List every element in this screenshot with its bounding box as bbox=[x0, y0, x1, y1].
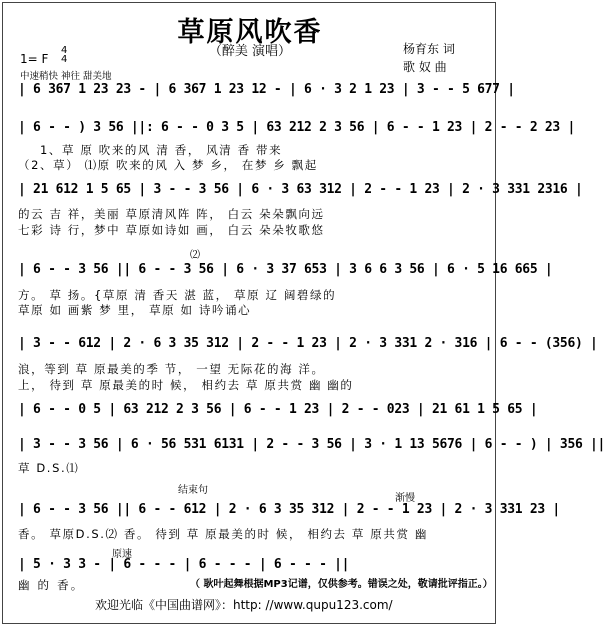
score-line-9: | 5 · 3 3 - | 6 - - - | 6 - - - | 6 - - - || bbox=[18, 557, 350, 572]
fine-marking: 结束句 bbox=[178, 485, 208, 496]
score-line-6: | 6 - - 0 5 | 63 212 2 3 56 | 6 - - 1 23 | 2 - - 023 | 21 61 1 5 65 | bbox=[18, 402, 538, 417]
score-line-5: | 3 - - 612 | 2 · 6 3 35 312 | 2 - - 1 23 | 2 · 3 331 2 · 316 | 6 - - (356) | bbox=[18, 336, 598, 351]
score-line-2: | 6 - - ) 3 56 ||: 6 - - 0 3 5 | 63 212 2 3 56 | 6 - - 1 23 | 2 - - 2 23 | bbox=[18, 120, 575, 135]
a-tempo-marking: 原速 bbox=[112, 549, 132, 560]
score-line-4: | 6 - - 3 56 || 6 - - 3 56 | 6 · 3 37 653 | 3 6 6 3 56 | 6 · 5 16 665 | bbox=[18, 262, 553, 277]
performer-line: （醉美 演唱） bbox=[208, 44, 292, 59]
lyric-line-5a: 浪，等到 草 原最美的季 节， 一望 无际花的海 洋。 bbox=[18, 362, 325, 376]
ritardando-marking: 渐慢 bbox=[395, 493, 415, 504]
lyric-line-2a: 1、草 原 吹来的风 清 香， 风清 香 带来 bbox=[40, 143, 283, 157]
lyric-line-5b: 上， 待到 草 原最美的时 候， 相约去 草 原共赏 幽 幽的 bbox=[18, 378, 354, 392]
lyric-line-4a: 方。 草 扬。{草原 清 香天 湛 蓝， 草原 辽 阔碧绿的 bbox=[18, 288, 337, 302]
lyric-line-7a: 草 D.S.⑴ bbox=[18, 461, 80, 475]
transcription-note: （ 耿叶起舞根据MP3记谱，仅供参考。错误之处，敬请批评指正。） bbox=[190, 579, 493, 590]
key-signature: 1= F bbox=[20, 52, 49, 66]
lyricist: 杨育东 词 bbox=[403, 42, 455, 56]
lyric-line-4b: 草原 如 画紫 梦 里， 草原 如 诗吟诵心 bbox=[18, 303, 252, 317]
score-line-3: | 21 612 1 5 65 | 3 - - 3 56 | 6 · 3 63 312 | 2 - - 1 23 | 2 · 3 331 2316 | bbox=[18, 182, 583, 197]
lyric-line-2b: （2、草） ⑴原 吹来的风 入 梦 乡， 在梦 乡 飘起 bbox=[18, 158, 318, 172]
site-footer: 欢迎光临《中国曲谱网》：http: //www.qupu123.com/ bbox=[95, 598, 393, 612]
score-line-1: | 6 367 1 23 23 - | 6 367 1 23 12 - | 6 · 3 2 1 23 | 3 - - 5 677 | bbox=[18, 82, 515, 97]
lyric-line-3a: 的云 吉 祥，美丽 草原清风阵 阵， 白云 朵朵飘向远 bbox=[18, 207, 325, 221]
score-line-8: | 6 - - 3 56 || 6 - - 612 | 2 · 6 3 35 312 | 2 - - 1 23 | 2 · 3 331 23 | bbox=[18, 502, 560, 517]
time-signature: 4 4 bbox=[61, 45, 68, 65]
tempo-marking: 中速稍快 神往 甜美地 bbox=[20, 71, 112, 82]
composer: 歌 奴 曲 bbox=[403, 60, 447, 74]
repeat-mark: ⑵ bbox=[190, 250, 200, 261]
lyric-line-3b: 七彩 诗 行，梦中 草原如诗如 画， 白云 朵朵牧歌悠 bbox=[18, 223, 325, 237]
song-title: 草原风吹香 bbox=[177, 17, 323, 48]
lyric-line-9a: 幽 的 香。 bbox=[18, 578, 85, 592]
score-line-7: | 3 - - 3 56 | 6 · 56 531 6131 | 2 - - 3 56 | 3 · 1 13 5676 | 6 - - ) | 356 || bbox=[18, 437, 605, 452]
lyric-line-8a: 香。 草原D.S.⑵ 香。 待到 草 原最美的时 候， 相约去 草 原共赏 幽 bbox=[18, 527, 428, 541]
